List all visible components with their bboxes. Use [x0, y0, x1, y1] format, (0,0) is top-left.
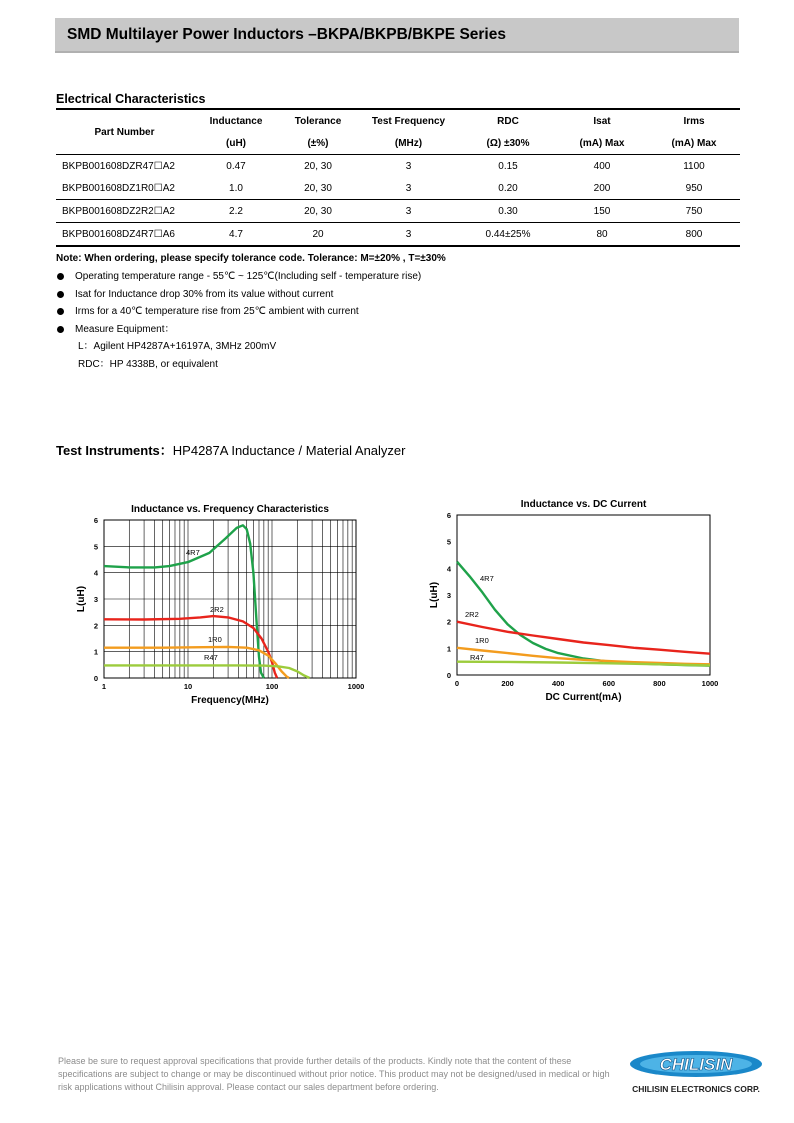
- y-tick-label: 5: [446, 537, 451, 547]
- series-line-r47: [104, 665, 310, 678]
- cell-irms: 750: [648, 200, 740, 223]
- chart-title: Inductance vs. Frequency Characteristics: [131, 504, 329, 515]
- bullet-item: Irms for a 40℃ temperature rise from 25℃ ambient with current: [56, 303, 421, 321]
- cell-irms: 1100: [683, 160, 705, 172]
- y-tick-label: 2: [93, 621, 98, 631]
- x-axis-label: Frequency(MHz): [191, 695, 269, 706]
- series-line-2r2: [457, 622, 710, 654]
- y-tick-label: 0: [93, 674, 98, 683]
- table-header-row: [56, 109, 740, 132]
- col-inductance: Inductance: [193, 109, 279, 132]
- cell-irms: 950: [648, 177, 740, 200]
- y-tick-label: 5: [93, 542, 98, 552]
- y-axis-label: L(uH): [429, 581, 440, 609]
- cell-inductance: 4.7: [193, 223, 279, 247]
- chart-inductance-vs-frequency: [60, 490, 380, 710]
- col-test-frequency: Test Frequency: [357, 109, 460, 132]
- bullet-item: Isat for Inductance drop 30% from its value without current: [56, 286, 421, 304]
- cell-isat: 200: [556, 177, 648, 200]
- col-part-number: Part Number: [56, 109, 193, 155]
- cell-test-frequency: 3: [357, 200, 460, 223]
- y-tick-label: 2: [446, 617, 451, 627]
- cell-rdc: 0.15: [498, 160, 518, 172]
- footer-disclaimer: Please be sure to request approval specifications that provide further details of the products. Kindly note that the content of these specifications are subject to change or may be discontinued without prior notice. This product may not be designed/used in medical or high risk applications without Chilisin approval. Please contact our sales department before ordering.: [58, 1056, 610, 1092]
- y-axis-label: L(uH): [76, 585, 87, 613]
- cell-irms: 800: [648, 223, 740, 247]
- table-row: [56, 155, 740, 178]
- unit-test-frequency: (MHz): [357, 132, 460, 155]
- test-instruments-value: HP4287A Inductance / Material Analyzer: [172, 443, 406, 458]
- bullet-item: Measure Equipment：: [56, 321, 421, 339]
- logo-company: CHILISIN ELECTRONICS CORP.: [632, 1084, 760, 1094]
- cell-tolerance: 20: [279, 223, 357, 247]
- y-tick-label: 1: [446, 644, 451, 654]
- col-isat: Isat: [556, 109, 648, 132]
- x-tick-label: 1: [101, 682, 107, 691]
- cell-inductance: 0.47: [226, 160, 246, 172]
- y-tick-label: 1: [93, 647, 98, 657]
- unit-rdc: (Ω) ±30%: [460, 132, 556, 155]
- x-tick-label: 1000: [701, 679, 719, 688]
- company-logo: [626, 1048, 766, 1098]
- page-header: [55, 18, 739, 51]
- page-title: SMD Multilayer Power Inductors –BKPA/BKPB/BKPE Series: [67, 26, 506, 43]
- bullet-item: Operating temperature range - 55℃ ~ 125℃(Including self - temperature rise): [56, 268, 421, 286]
- col-tolerance: Tolerance: [279, 109, 357, 132]
- equipment-l: L：Agilent HP4287A+16197A, 3MHz 200mV: [78, 341, 277, 352]
- cell-test-frequency: 3: [357, 223, 460, 247]
- unit-inductance: (uH): [193, 132, 279, 155]
- x-tick-label: 10: [183, 682, 193, 691]
- cell-tolerance: 20, 30: [304, 160, 332, 172]
- series-label: 4R7: [186, 548, 200, 557]
- x-tick-label: 600: [602, 679, 616, 688]
- bullet-icon: [57, 308, 64, 315]
- header-divider: [55, 51, 739, 53]
- cell-rdc: 0.20: [460, 177, 556, 200]
- y-tick-label: 4: [93, 568, 98, 578]
- y-tick-label: 0: [446, 671, 451, 680]
- cell-test-frequency: 3: [405, 160, 412, 172]
- y-tick-label: 4: [446, 564, 451, 574]
- series-label: R47: [204, 653, 218, 662]
- y-tick-label: 6: [446, 511, 451, 520]
- cell-isat: 80: [556, 223, 648, 247]
- series-label: 2R2: [210, 605, 224, 614]
- cell-tolerance: 20, 30: [279, 177, 357, 200]
- cell-part-number: BKPB001608DZ2R2☐A2: [56, 200, 193, 223]
- bullet-icon: [57, 273, 64, 280]
- cell-rdc: 0.44±25%: [460, 223, 556, 247]
- cell-rdc: 0.30: [460, 200, 556, 223]
- electrical-title: Electrical Characteristics: [56, 92, 206, 106]
- series-label: 4R7: [480, 574, 494, 583]
- x-tick-label: 1000: [347, 682, 365, 691]
- chilisin-logo-icon: [626, 1048, 766, 1098]
- y-tick-label: 3: [93, 595, 98, 604]
- unit-tolerance: (±%): [279, 132, 357, 155]
- x-tick-label: 800: [653, 679, 666, 688]
- spec-bullets: [56, 268, 421, 373]
- x-axis-label: DC Current(mA): [545, 692, 622, 703]
- col-irms: Irms: [648, 109, 740, 132]
- ordering-note: Note: When ordering, please specify tolerance code. Tolerance: M=±20% , T=±30%: [56, 253, 446, 264]
- x-tick-label: 400: [551, 679, 565, 688]
- bullet-icon: [57, 291, 64, 298]
- cell-tolerance: 20, 30: [279, 200, 357, 223]
- table-row: [56, 223, 740, 247]
- table-row: [56, 177, 740, 200]
- electrical-table: [56, 108, 740, 247]
- x-tick-label: 200: [501, 679, 514, 688]
- series-label: 2R2: [465, 610, 479, 619]
- series-label: 1R0: [475, 636, 489, 645]
- chart-title: Inductance vs. DC Current: [520, 499, 647, 510]
- unit-isat: (mA) Max: [556, 132, 648, 155]
- unit-irms: (mA) Max: [648, 132, 740, 155]
- logo-brand: CHILISIN: [659, 1055, 733, 1074]
- cell-inductance: 1.0: [193, 177, 279, 200]
- equipment-rdc: RDC：HP 4338B, or equivalent: [78, 358, 218, 370]
- cell-part-number: BKPB001608DZR47☐A2: [62, 160, 175, 172]
- cell-isat: 400: [593, 160, 611, 172]
- cell-part-number: BKPB001608DZ1R0☐A2: [56, 177, 193, 200]
- x-tick-label: 100: [265, 682, 279, 691]
- cell-inductance: 2.2: [193, 200, 279, 223]
- chart-inductance-vs-dc-current: [410, 490, 730, 710]
- test-instruments-label: Test Instruments：: [56, 443, 173, 458]
- table-row: [56, 200, 740, 223]
- col-rdc: RDC: [460, 109, 556, 132]
- test-instruments: [56, 440, 405, 459]
- cell-part-number: BKPB001608DZ4R7☐A6: [56, 223, 193, 247]
- series-label: 1R0: [208, 635, 222, 644]
- cell-isat: 150: [556, 200, 648, 223]
- y-tick-label: 6: [93, 516, 98, 525]
- bullet-icon: [57, 326, 64, 333]
- x-tick-label: 0: [454, 679, 460, 688]
- series-label: R47: [470, 653, 484, 662]
- cell-test-frequency: 3: [357, 177, 460, 200]
- y-tick-label: 3: [446, 591, 451, 600]
